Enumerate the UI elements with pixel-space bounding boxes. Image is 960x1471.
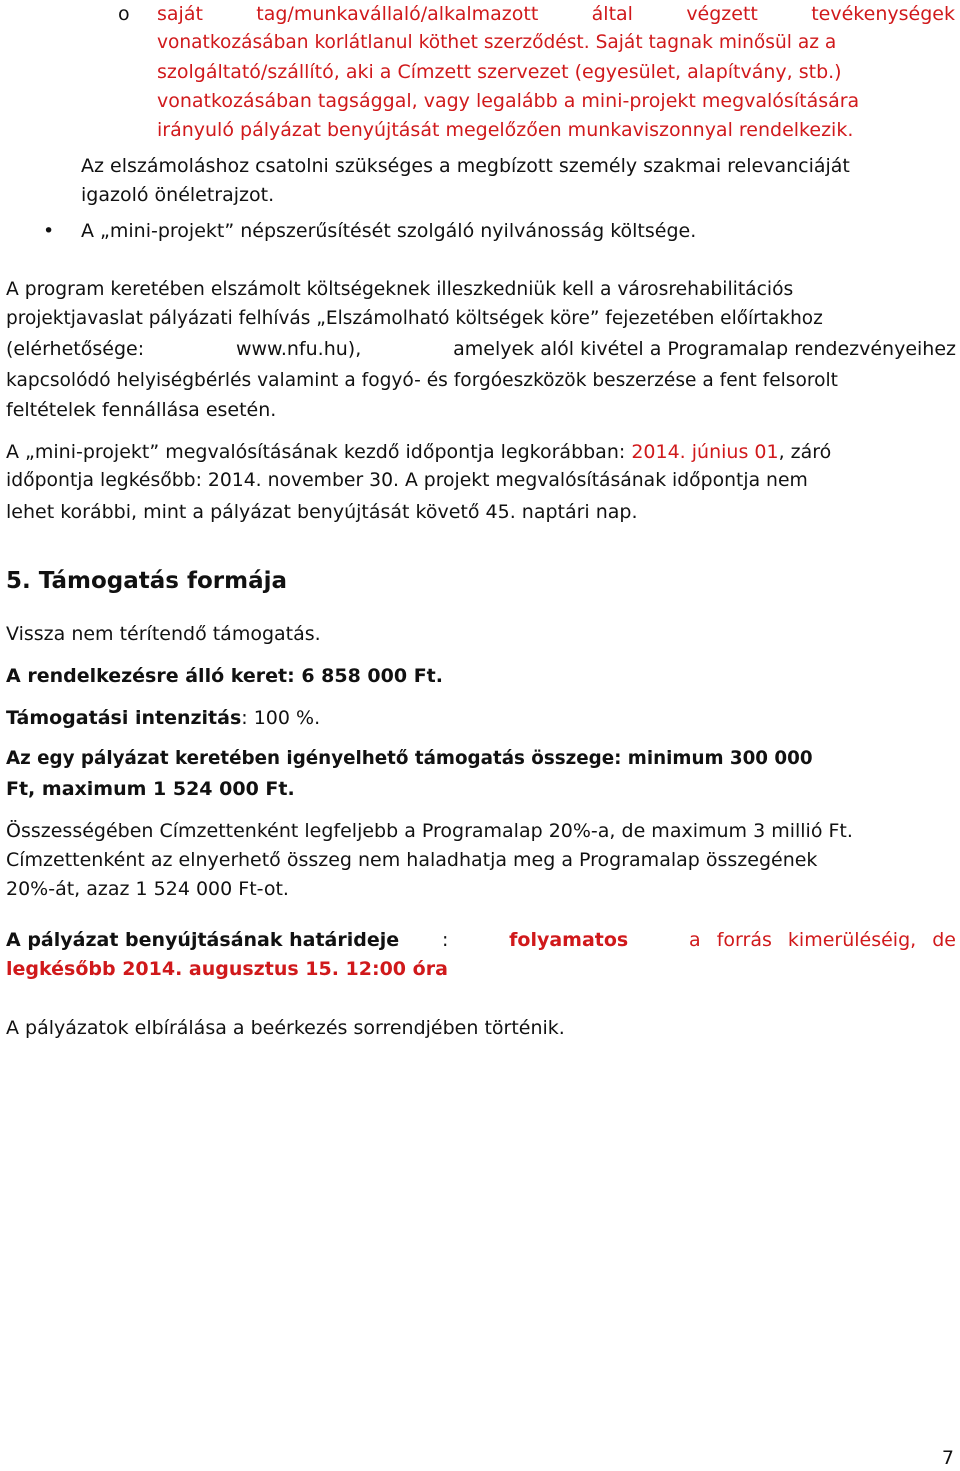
colon: : xyxy=(441,929,449,951)
program-line-1: A program keretében elszámolt költségeknek illeszkedniük kell a városrehabilitációs xyxy=(6,279,794,300)
program-line-2: projektjavaslat pályázati felhívás „Elszámolható költségek köre” fejezetében előírtakhoz xyxy=(6,308,823,329)
cv-note-line-1: Az elszámoláshoz csatolni szükséges a megbízott személy szakmai relevanciáját xyxy=(81,155,850,177)
url-link[interactable]: www.nfu.hu), xyxy=(235,338,362,360)
sub-bullet-line-1 xyxy=(157,1,955,27)
sub-bullet-line-2 xyxy=(157,30,955,56)
section-number: 5. xyxy=(6,568,31,594)
intensity-line xyxy=(6,705,320,731)
word: végzett xyxy=(686,3,758,25)
bullet-publicity-text: A „mini-projekt” népszerűsítését szolgáló nyilvánosság költsége. xyxy=(81,220,697,242)
cap-line-1: Összességében Címzettenként legfeljebb a Programalap 20%-a, de maximum 3 millió Ft. xyxy=(6,820,853,842)
cap-line-3: 20%-át, azaz 1 524 000 Ft-ot. xyxy=(6,878,289,900)
text-part: (elérhetősége: xyxy=(6,338,145,360)
deadline-line-1 xyxy=(6,927,956,953)
sub-bullet-line-4: vonatkozásában tagsággal, vagy legalább a mini-projekt megvalósítására xyxy=(157,90,860,112)
word: saját xyxy=(157,3,203,25)
program-line-5: feltételek fennállása esetén. xyxy=(6,399,277,421)
page-number: 7 xyxy=(941,1447,954,1469)
word: tevékenységek xyxy=(811,3,955,25)
cap-line-2: Címzettenként az elnyerhető összeg nem haladhatja meg a Programalap összegének xyxy=(6,849,818,871)
deadline-value-rest: a forrás kimerüléséig, de xyxy=(689,929,956,951)
deadline-line-2: legkésőbb 2014. augusztus 15. 12:00 óra xyxy=(6,958,448,980)
start-date: 2014. június 01 xyxy=(631,441,779,463)
deadline-value-bold: folyamatos xyxy=(509,929,629,951)
bullet-marker: • xyxy=(43,220,55,242)
budget-line: A rendelkezésre álló keret: 6 858 000 Ft. xyxy=(6,665,443,687)
text-part: Saját tagnak minősül az a xyxy=(595,32,837,53)
intensity-value: : 100 %. xyxy=(241,707,321,729)
amount-line-1: Az egy pályázat keretében igényelhető támogatás összege: minimum 300 000 xyxy=(6,748,813,769)
text-part: amelyek alól kivétel a Programalap rendezvényeihez xyxy=(453,338,956,360)
program-line-3 xyxy=(6,336,956,362)
sub-bullet-line-5: irányuló pályázat benyújtását megelőzően munkaviszonnyal rendelkezik. xyxy=(157,119,854,141)
text-part: vonatkozásában korlátlanul köthet szerződést. xyxy=(157,32,590,53)
text-part: , záró xyxy=(778,441,832,463)
timing-line-3: lehet korábbi, mint a pályázat benyújtását követő 45. naptári nap. xyxy=(6,501,638,523)
evaluation-text: A pályázatok elbírálása a beérkezés sorrendjében történik. xyxy=(6,1017,565,1039)
program-line-4: kapcsolódó helyiségbérlés valamint a fogyó- és forgóeszközök beszerzése a fent felsorolt xyxy=(6,370,838,391)
intensity-label: Támogatási intenzitás xyxy=(6,707,242,729)
amount-line-2: Ft, maximum 1 524 000 Ft. xyxy=(6,778,295,800)
cv-note-line-2: igazoló önéletrajzot. xyxy=(81,184,275,206)
deadline-label: A pályázat benyújtásának határideje xyxy=(6,929,400,951)
support-type: Vissza nem térítendő támogatás. xyxy=(6,623,321,645)
sub-bullet-line-3: szolgáltató/szállító, aki a Címzett szervezet (egyesület, alapítvány, stb.) xyxy=(157,61,842,83)
word: által xyxy=(591,3,633,25)
text-part: A „mini-projekt” megvalósításának kezdő időpontja legkorábban: xyxy=(6,441,626,463)
section-heading xyxy=(6,567,287,595)
sub-bullet-marker: o xyxy=(118,3,130,25)
section-title: Támogatás formája xyxy=(38,568,288,594)
timing-line-1 xyxy=(6,439,831,465)
timing-line-2: időpontja legkésőbb: 2014. november 30. A projekt megvalósításának időpontja nem xyxy=(6,470,808,491)
word: tag/munkavállaló/alkalmazott xyxy=(256,3,539,25)
